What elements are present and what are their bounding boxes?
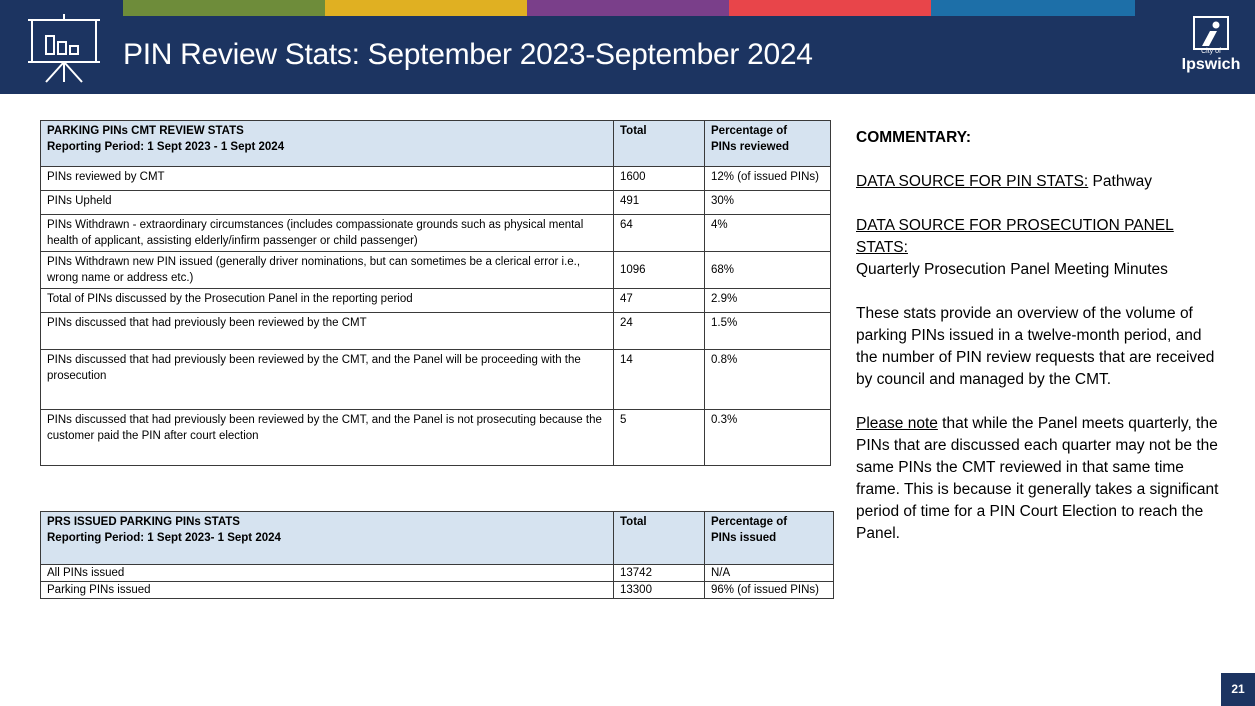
row-percentage: 4% <box>705 215 831 252</box>
table-row <box>41 350 831 410</box>
accent-stripe-purple <box>527 0 729 16</box>
row-label: All PINs issued <box>41 565 614 582</box>
row-percentage: 30% <box>705 191 831 215</box>
logo-wordmark: Ipswich <box>1181 56 1241 73</box>
page-title: PIN Review Stats: September 2023-September 2024 <box>123 38 813 71</box>
table-header-title: PRS ISSUED PARKING PINs STATS Reporting Period: 1 Sept 2023- 1 Sept 2024 <box>41 512 614 565</box>
accent-stripe-yellow <box>325 0 527 16</box>
column-header-total: Total <box>614 121 705 167</box>
city-of-ipswich-logo <box>1176 16 1246 78</box>
row-label: PINs Withdrawn - extraordinary circumstances (includes compassionate grounds such as physical mental health of applicant, assisting elderly/infirm passenger or child passenger) <box>41 215 614 252</box>
row-percentage: N/A <box>705 565 834 582</box>
table-row <box>41 252 831 289</box>
overview-paragraph: These stats provide an overview of the volume of parking PINs issued in a twelve-month period, and the number of PIN review requests that are received by council and managed by the CMT. <box>856 305 1215 388</box>
cmt-review-stats-table <box>40 120 831 466</box>
row-total: 14 <box>614 350 705 410</box>
pin-data-source <box>856 171 1226 193</box>
table-row <box>41 410 831 466</box>
row-total: 64 <box>614 215 705 252</box>
pin-data-source-value: Pathway <box>1088 173 1153 190</box>
table-row <box>41 289 831 313</box>
row-percentage: 1.5% <box>705 313 831 350</box>
note-text: that while the Panel meets quarterly, the PINs that are discussed each quarter may not be the same PINs the CMT reviewed in that same time frame. This is because it generally takes a significant period of time for a PIN Court Election to reach the Panel. <box>856 415 1219 542</box>
table-row <box>41 167 831 191</box>
row-label: PINs Withdrawn new PIN issued (generally driver nominations, but can sometimes be a clerical error i.e., wrong name or address etc.) <box>41 252 614 289</box>
table-header-title: PARKING PINs CMT REVIEW STATS Reporting Period: 1 Sept 2023 - 1 Sept 2024 <box>41 121 614 167</box>
slide-header <box>0 0 1255 94</box>
accent-stripe-blue <box>931 0 1135 16</box>
row-label: PINs discussed that had previously been reviewed by the CMT <box>41 313 614 350</box>
row-total: 5 <box>614 410 705 466</box>
table-row <box>41 215 831 252</box>
column-header-percentage: Percentage of PINs issued <box>705 512 834 565</box>
note-label: Please note <box>856 415 938 432</box>
note-paragraph <box>856 413 1226 545</box>
row-percentage: 96% (of issued PINs) <box>705 582 834 599</box>
table-row <box>41 313 831 350</box>
row-label: Total of PINs discussed by the Prosecution Panel in the reporting period <box>41 289 614 313</box>
row-total: 13742 <box>614 565 705 582</box>
table-row <box>41 191 831 215</box>
accent-stripe-green <box>123 0 325 16</box>
table-row <box>41 582 834 599</box>
row-percentage: 0.8% <box>705 350 831 410</box>
commentary-heading: COMMENTARY: <box>856 129 972 146</box>
row-total: 24 <box>614 313 705 350</box>
accent-stripe-red <box>729 0 931 16</box>
table-row <box>41 565 834 582</box>
row-total: 1600 <box>614 167 705 191</box>
row-label: Parking PINs issued <box>41 582 614 599</box>
row-percentage: 2.9% <box>705 289 831 313</box>
row-label: PINs discussed that had previously been reviewed by the CMT, and the Panel is not prosecuting because the customer paid the PIN after court election <box>41 410 614 466</box>
column-header-total: Total <box>614 512 705 565</box>
row-total: 13300 <box>614 582 705 599</box>
logo-city-of: City of <box>1201 48 1221 55</box>
row-percentage: 68% <box>705 252 831 289</box>
logo-i-icon <box>1193 16 1229 50</box>
row-percentage: 12% (of issued PINs) <box>705 167 831 191</box>
panel-data-source-label: DATA SOURCE FOR PROSECUTION PANEL STATS: <box>856 217 1174 256</box>
row-label: PINs Upheld <box>41 191 614 215</box>
row-label: PINs discussed that had previously been reviewed by the CMT, and the Panel will be proceeding with the prosecution <box>41 350 614 410</box>
table-header-row <box>41 121 831 167</box>
row-total: 47 <box>614 289 705 313</box>
row-total: 491 <box>614 191 705 215</box>
table-header-row <box>41 512 834 565</box>
row-total: 1096 <box>614 252 705 289</box>
commentary-panel <box>856 127 1226 545</box>
issued-pins-stats-table <box>40 511 834 599</box>
column-header-percentage: Percentage of PINs reviewed <box>705 121 831 167</box>
panel-data-source-value: Quarterly Prosecution Panel Meeting Minutes <box>856 261 1168 278</box>
row-label: PINs reviewed by CMT <box>41 167 614 191</box>
row-percentage: 0.3% <box>705 410 831 466</box>
presentation-board-icon <box>26 12 102 84</box>
pin-data-source-label: DATA SOURCE FOR PIN STATS: <box>856 173 1089 190</box>
page-number: 21 <box>1221 673 1255 706</box>
